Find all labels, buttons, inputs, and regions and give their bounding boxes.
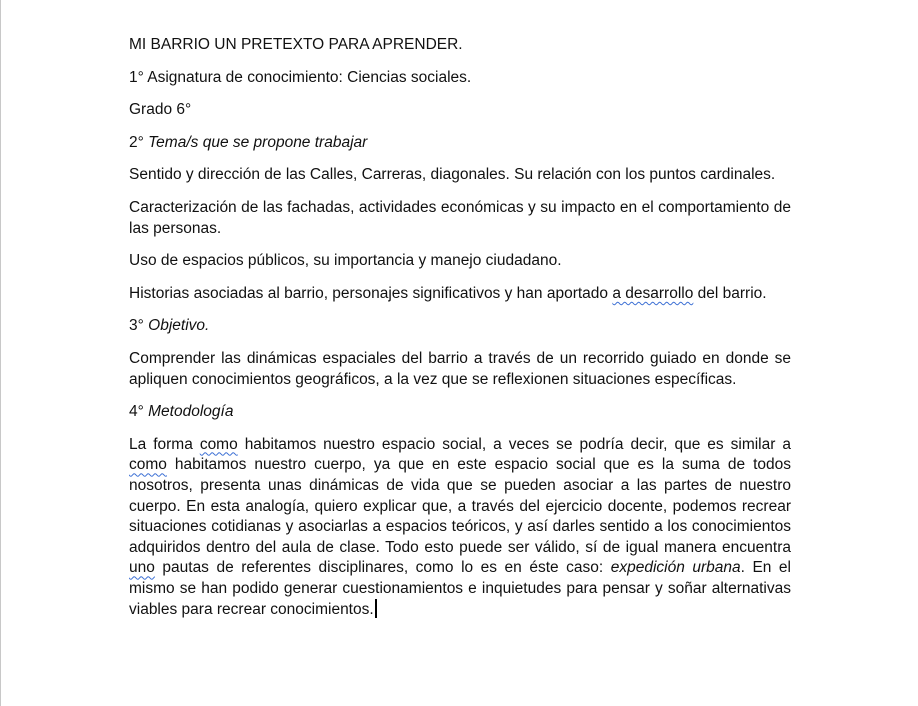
- topic-paragraph-1: Sentido y dirección de las Calles, Carreras, diagonales. Su relación con los puntos cardinales.: [129, 166, 776, 184]
- section-2-title: Tema/s que se propone trabajar: [148, 133, 368, 151]
- page-left-edge: [0, 0, 1, 706]
- topic-paragraph-4: [129, 284, 791, 305]
- section-4-heading: [129, 402, 791, 423]
- grammar-flag-a-desarrollo[interactable]: a desarrollo: [612, 284, 694, 302]
- document-body[interactable]: [129, 35, 791, 633]
- subject-line: 1° Asignatura de conocimiento: Ciencias sociales.: [129, 68, 472, 86]
- document-title: MI BARRIO UN PRETEXTO PARA APRENDER.: [129, 36, 463, 53]
- section-3-title: Objetivo.: [148, 317, 210, 335]
- section-3-heading: [129, 316, 791, 337]
- topic-paragraph-2: Caracterización de las fachadas, actividades económicas y su impacto en el comportamiento de las personas.: [129, 198, 791, 237]
- grade-line: Grado 6°: [129, 101, 192, 119]
- section-4-title: Metodología: [148, 403, 234, 421]
- methodology-text-5: . En el mismo se han podido generar cuestionamientos e inquietudes para pensar y soñar alternativas viables para recrear conocimientos.: [129, 559, 792, 619]
- section-2-number: 2°: [129, 133, 149, 151]
- section-3-number: 3°: [129, 317, 149, 335]
- grammar-flag-como-1[interactable]: como: [199, 435, 238, 453]
- text-cursor: [375, 599, 377, 618]
- methodology-paragraph: [129, 435, 791, 621]
- grammar-flag-uno[interactable]: uno: [129, 559, 155, 577]
- methodology-italic-term: expedición urbana: [610, 559, 741, 577]
- topic-4-text-start: Historias asociadas al barrio, personajes significativos y han aportado: [129, 284, 613, 302]
- methodology-text-1: La forma: [129, 435, 200, 453]
- section-4-number: 4°: [129, 403, 149, 421]
- methodology-text-2: habitamos nuestro espacio social, a veces se podría decir, que es similar a: [237, 435, 791, 453]
- topic-paragraph-3: Uso de espacios públicos, su importancia y manejo ciudadano.: [129, 252, 562, 270]
- objective-paragraph: Comprender las dinámicas espaciales del barrio a través de un recorrido guiado en donde se apliquen conocimientos geográficos, a la vez que se reflexionen situaciones específicas.: [129, 349, 791, 388]
- section-2-heading: [129, 133, 791, 154]
- methodology-text-4: pautas de referentes disciplinares, como lo es en éste caso:: [154, 559, 611, 577]
- topic-4-text-end: del barrio.: [693, 284, 767, 302]
- methodology-text-3: habitamos nuestro cuerpo, ya que en este espacio social que es la suma de todos nosotros, presenta unas dinámicas de vida que se pueden asociar a las partes de nuestro cuerpo. En esta analogía, quiero explicar que, a través del ejercicio docente, podemos recrear situaciones cotidianas y asociarlas a espacios teóricos, y así darles sentido a los conocimientos adquiridos dentro del aula de clase. Todo esto puede ser válido, sí de igual manera encuentra: [129, 456, 791, 556]
- grammar-flag-como-2[interactable]: como: [129, 456, 167, 474]
